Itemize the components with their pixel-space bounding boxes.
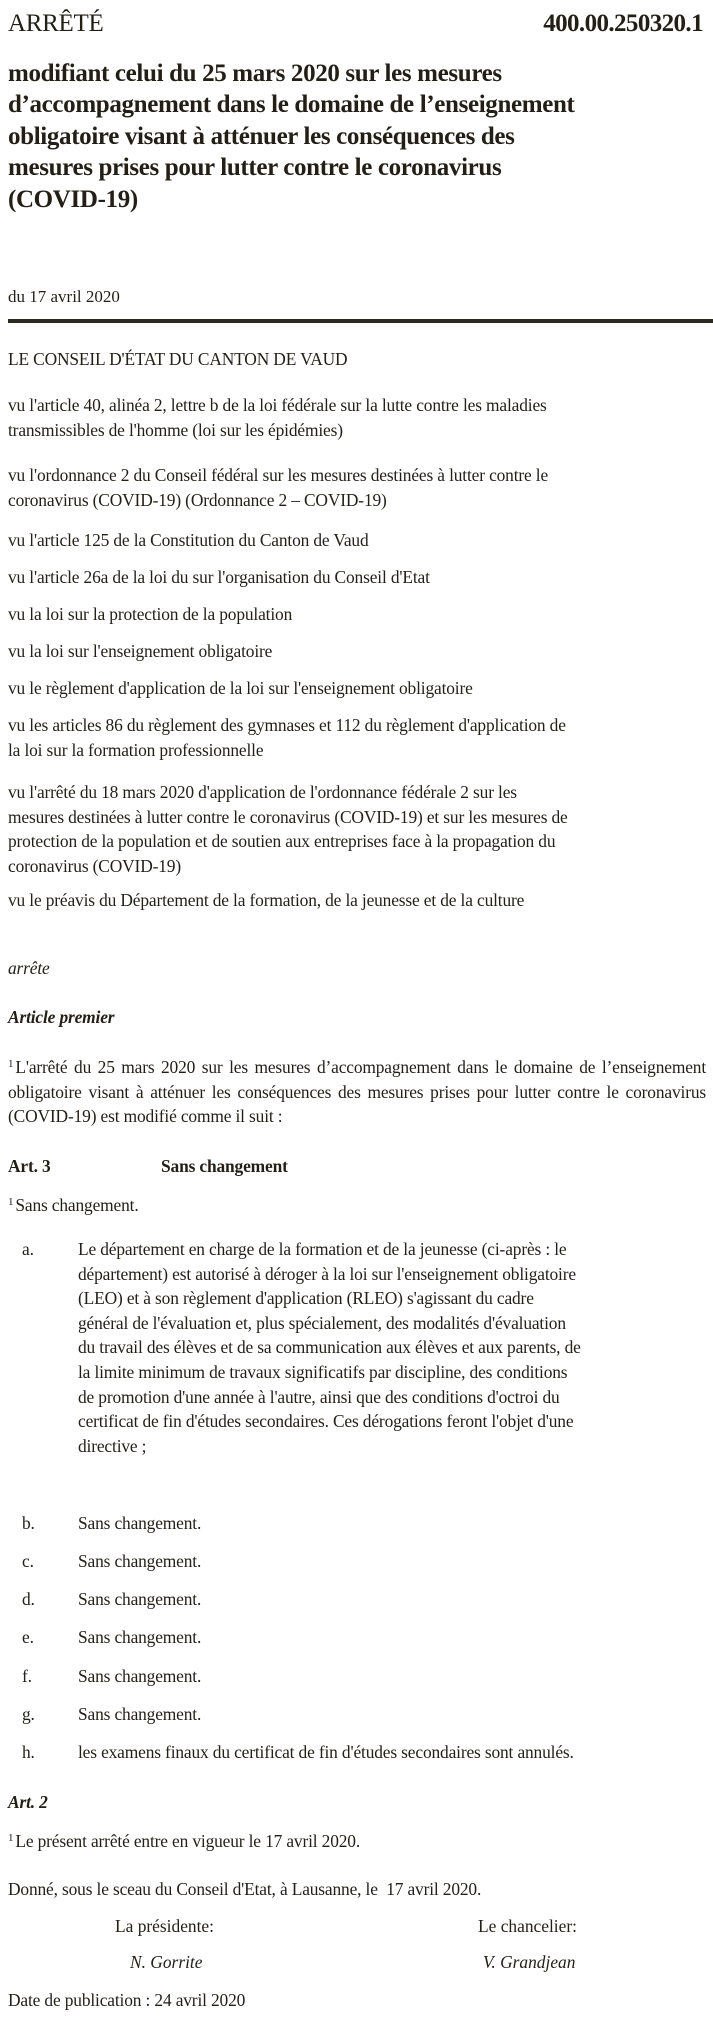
- president-label: La présidente:: [115, 1916, 214, 1936]
- issuing-authority: [8, 347, 708, 372]
- list-letter: c.: [22, 1551, 34, 1571]
- considerant-line: vu la loi sur la protection de la population: [8, 604, 293, 624]
- considerant: [8, 780, 708, 878]
- chancellor-name: V. Grandjean: [483, 1952, 576, 1972]
- title-line: (COVID-19): [8, 185, 138, 213]
- list-item-line: Sans changement.: [78, 1704, 202, 1724]
- considerant-line: transmissibles de l'homme (loi sur les épidémies): [8, 419, 343, 440]
- title-line: modifiant celui du 25 mars 2020 sur les mesures: [8, 60, 502, 87]
- title-line: mesures prises pour lutter contre le coronavirus: [8, 154, 502, 182]
- list-item-line: Sans changement.: [78, 1551, 202, 1571]
- list-item-line: les examens finaux du certificat de fin d'études secondaires sont annulés.: [78, 1742, 574, 1762]
- list-letter: f.: [22, 1666, 32, 1686]
- alinea-text: Sans changement.: [15, 1195, 139, 1215]
- list-letter: d.: [22, 1589, 35, 1609]
- considerant-line: vu l'article 26a de la loi du sur l'organisation du Conseil d'Etat: [8, 567, 430, 587]
- list-item-line: Sans changement.: [78, 1589, 202, 1609]
- considerant-line: protection de la population et de soutien aux entreprises face à la propagation du: [8, 831, 556, 852]
- list-item-line: Sans changement.: [78, 1666, 202, 1686]
- decree-word-text: arrête: [8, 958, 50, 978]
- list-item-line: directive ;: [78, 1435, 147, 1456]
- art2-alinea: [8, 1829, 708, 1854]
- title-line: d’accompagnement dans le domaine de l’enseignement: [8, 91, 575, 119]
- authority-text: LE CONSEIL D'ÉTAT DU CANTON DE VAUD: [8, 349, 348, 369]
- list-letter: a.: [22, 1239, 34, 1259]
- considerant-line: vu la loi sur l'enseignement obligatoire: [8, 641, 273, 661]
- list-item-line: (LEO) et à son règlement d'application (RLEO) s'agissant du cadre: [78, 1288, 534, 1309]
- document-type: ARRÊTÉ: [8, 10, 104, 37]
- list-letter: b.: [22, 1513, 35, 1533]
- considerant: [8, 602, 708, 627]
- article-heading-text: Article premier: [8, 1007, 115, 1027]
- list-item-line: département) est autorisé à déroger à la loi sur l'enseignement obligatoire: [78, 1263, 576, 1284]
- given-text: Donné, sous le sceau du Conseil d'Etat, à Lausanne, le 17 avril 2020.: [8, 1879, 482, 1899]
- considerant: [8, 528, 708, 553]
- considerant: [8, 888, 708, 913]
- considerant: [8, 393, 708, 442]
- alinea-number: 1: [8, 1832, 14, 1844]
- considerant-line: vu le règlement d'application de la loi sur l'enseignement obligatoire: [8, 678, 473, 698]
- art3-number: Art. 3: [8, 1156, 51, 1176]
- alinea-text: L'arrêté du 25 mars 2020 sur les mesures d’accompagnement dans le domaine de l’enseignement obligatoire visant à atténuer les conséquences des mesures prises pour lutter contre le coronavirus (COVID-19) est modifié comme il suit :: [8, 1057, 706, 1127]
- considerant-line: vu l'article 125 de la Constitution du Canton de Vaud: [8, 530, 369, 550]
- president-name: N. Gorrite: [130, 1952, 203, 1972]
- list-letter: g.: [22, 1704, 35, 1724]
- considerant-line: vu les articles 86 du règlement des gymnases et 112 du règlement d'application de: [8, 715, 566, 735]
- article-premier-heading: [8, 1005, 708, 1030]
- document-reference: 400.00.250320.1: [543, 10, 703, 37]
- list-item-line: Sans changement.: [78, 1627, 202, 1647]
- considerant-line: mesures destinées à lutter contre le coronavirus (COVID-19) et sur les mesures de: [8, 806, 568, 827]
- considerant-line: vu l'article 40, alinéa 2, lettre b de la loi fédérale sur la lutte contre les maladies: [8, 395, 547, 415]
- publication-date: [8, 1988, 708, 2013]
- publication-text: Date de publication : 24 avril 2020: [8, 1990, 246, 2010]
- considerant-line: vu le préavis du Département de la formation, de la jeunesse et de la culture: [8, 890, 525, 910]
- considerant: [8, 463, 708, 512]
- list-item-line: de promotion d'une année à l'autre, ainsi que des conditions d'octroi du: [78, 1386, 560, 1407]
- list-letter: h.: [22, 1742, 35, 1762]
- list-item-line: la limite minimum de travaux significatifs par discipline, des conditions: [78, 1361, 568, 1382]
- list-item-text: [78, 1237, 704, 1458]
- considerant-line: la loi sur la formation professionnelle: [8, 739, 264, 760]
- list-item-line: certificat de fin d'études secondaires. Ces dérogations feront l'objet d'une: [78, 1411, 574, 1432]
- alinea-text: Le présent arrêté entre en vigueur le 17 avril 2020.: [15, 1831, 361, 1851]
- chancellor-label: Le chancelier:: [478, 1916, 577, 1936]
- document-date: du 17 avril 2020: [8, 287, 120, 306]
- considerant-line: vu l'ordonnance 2 du Conseil fédéral sur les mesures destinées à lutter contre le: [8, 465, 549, 485]
- considerant: [8, 713, 708, 762]
- article-premier-paragraph: [8, 1055, 706, 1129]
- header-divider: [8, 319, 713, 323]
- art3-title: Sans changement: [161, 1156, 288, 1176]
- given-statement: [8, 1877, 708, 1902]
- decree-word: [8, 956, 708, 981]
- alinea-number: 1: [8, 1058, 14, 1070]
- considerant: [8, 565, 708, 590]
- art3-alinea: [8, 1193, 708, 1218]
- list-item-line: Le département en charge de la formation et de la jeunesse (ci-après : le: [78, 1239, 567, 1259]
- considerant-line: coronavirus (COVID-19) (Ordonnance 2 – COVID-19): [8, 489, 387, 510]
- considerant: [8, 676, 708, 701]
- considerant-line: coronavirus (COVID-19): [8, 855, 181, 876]
- alinea-number: 1: [8, 1196, 14, 1208]
- list-item-line: Sans changement.: [78, 1513, 202, 1533]
- list-letter: e.: [22, 1627, 34, 1647]
- art2-number: Art. 2: [8, 1792, 48, 1812]
- document-title: [8, 58, 708, 215]
- list-item-line: général de l'évaluation et, plus spécialement, des modalités d'évaluation: [78, 1312, 566, 1333]
- title-line: obligatoire visant à atténuer les conséquences des: [8, 122, 515, 150]
- considerant-line: vu l'arrêté du 18 mars 2020 d'application de l'ordonnance fédérale 2 sur les: [8, 782, 517, 802]
- list-item-line: du travail des élèves et de sa communication aux élèves et aux parents, de: [78, 1337, 581, 1358]
- considerant: [8, 639, 708, 664]
